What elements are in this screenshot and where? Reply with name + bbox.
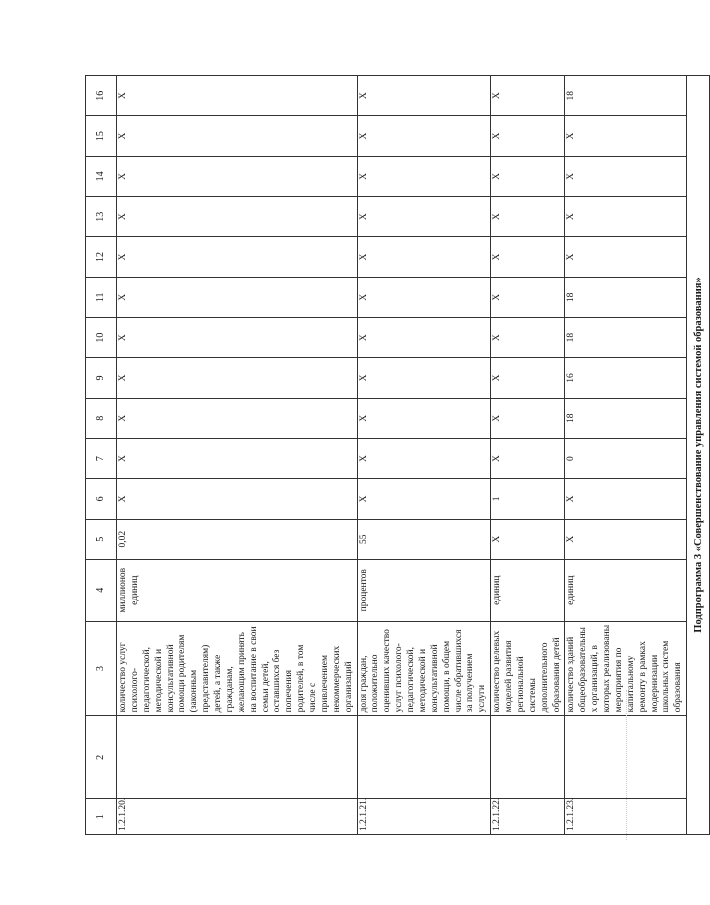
- row-value: Х: [357, 277, 491, 317]
- indicators-table: [85, 75, 710, 835]
- row-value: Х: [117, 358, 358, 398]
- row-unit: единиц: [491, 559, 565, 621]
- header-cell: 4: [86, 559, 117, 621]
- row-value: Х: [357, 398, 491, 438]
- row-value: Х: [491, 398, 565, 438]
- row-indicator-name: количество целевых моделей развития региональной системы дополнительного образования детей: [491, 621, 565, 716]
- row-value: 0: [565, 438, 687, 478]
- row-value: Х: [565, 519, 687, 559]
- row-value: Х: [565, 197, 687, 237]
- row-unit: единиц: [565, 559, 687, 621]
- row-value: 18: [565, 398, 687, 438]
- header-cell: 14: [86, 156, 117, 196]
- row-value: Х: [117, 277, 358, 317]
- subprogram-title: Подпрограмма 3 «Совершенствование управления системой образования»: [687, 76, 710, 835]
- row-empty-cell: [357, 716, 491, 799]
- header-cell: 6: [86, 479, 117, 519]
- row-value: Х: [117, 438, 358, 478]
- subprogram-row: [687, 76, 710, 835]
- header-cell: 11: [86, 277, 117, 317]
- row-value: Х: [491, 519, 565, 559]
- row-value: Х: [357, 358, 491, 398]
- row-value: 55: [357, 519, 491, 559]
- row-value: Х: [491, 237, 565, 277]
- row-value: Х: [357, 156, 491, 196]
- row-value: 1: [491, 479, 565, 519]
- row-value: Х: [491, 358, 565, 398]
- header-cell: 7: [86, 438, 117, 478]
- row-value: Х: [357, 318, 491, 358]
- row-value: Х: [117, 398, 358, 438]
- header-row: [86, 76, 117, 835]
- row-value: Х: [491, 277, 565, 317]
- scan-artifact-line: [626, 690, 627, 840]
- row-empty-cell: [117, 716, 358, 799]
- row-value: Х: [491, 76, 565, 116]
- row-code: 1.2.1.22.: [491, 799, 565, 835]
- header-cell: 10: [86, 318, 117, 358]
- row-value: Х: [565, 479, 687, 519]
- row-value: Х: [565, 116, 687, 156]
- row-value: Х: [491, 116, 565, 156]
- row-value: Х: [491, 156, 565, 196]
- row-value: 16: [565, 358, 687, 398]
- header-cell: 8: [86, 398, 117, 438]
- row-code: 1.2.1.20.: [117, 799, 358, 835]
- row-value: Х: [357, 237, 491, 277]
- row-value: Х: [565, 156, 687, 196]
- rotated-table-container: [85, 75, 704, 835]
- row-value: 18: [565, 76, 687, 116]
- row-unit: процентов: [357, 559, 491, 621]
- row-indicator-name: количество услуг психолого-педагогической, методической и консультативной помощи родителям (законным представителям) детей, а также гражданам, желающим принять на воспитание в свои семьи детей, оставшихся без попечения родителей, в том числе с привлечением некоммерческих организаций: [117, 621, 358, 716]
- row-value: Х: [117, 116, 358, 156]
- row-value: Х: [357, 479, 491, 519]
- table-row: [357, 76, 491, 835]
- row-value: 18: [565, 277, 687, 317]
- row-value: Х: [117, 197, 358, 237]
- row-value: Х: [117, 479, 358, 519]
- row-value: Х: [357, 438, 491, 478]
- row-value: 18: [565, 318, 687, 358]
- header-cell: 5: [86, 519, 117, 559]
- row-value: Х: [491, 438, 565, 478]
- row-value: Х: [117, 156, 358, 196]
- row-value: Х: [357, 197, 491, 237]
- row-empty-cell: [491, 716, 565, 799]
- header-cell: 16: [86, 76, 117, 116]
- row-value: Х: [117, 76, 358, 116]
- row-value: Х: [117, 237, 358, 277]
- row-value: 0,02: [117, 519, 358, 559]
- table-row: [491, 76, 565, 835]
- row-code: 1.2.1.21.: [357, 799, 491, 835]
- row-value: Х: [357, 116, 491, 156]
- header-cell: 13: [86, 197, 117, 237]
- header-cell: 3: [86, 621, 117, 716]
- header-cell: 12: [86, 237, 117, 277]
- row-unit: миллионов единиц: [117, 559, 358, 621]
- header-cell: 1: [86, 799, 117, 835]
- header-cell: 9: [86, 358, 117, 398]
- row-value: Х: [357, 76, 491, 116]
- row-indicator-name: доля граждан, положительно оценивших качество услуг психолого-педагогической, методической и консультативной помощи, в общем числе обратившихся за получением услуги: [357, 621, 491, 716]
- row-code: 1.2.1.23.: [565, 799, 687, 835]
- row-indicator-name: количество зданий общеобразовательных организаций, в которых реализованы мероприятия по капитальному ремонту в рамках модернизации школьных систем образования: [565, 621, 687, 716]
- header-cell: 15: [86, 116, 117, 156]
- table-row: [117, 76, 358, 835]
- row-value: Х: [491, 197, 565, 237]
- row-value: Х: [565, 237, 687, 277]
- row-value: Х: [117, 318, 358, 358]
- row-value: Х: [491, 318, 565, 358]
- header-cell: 2: [86, 716, 117, 799]
